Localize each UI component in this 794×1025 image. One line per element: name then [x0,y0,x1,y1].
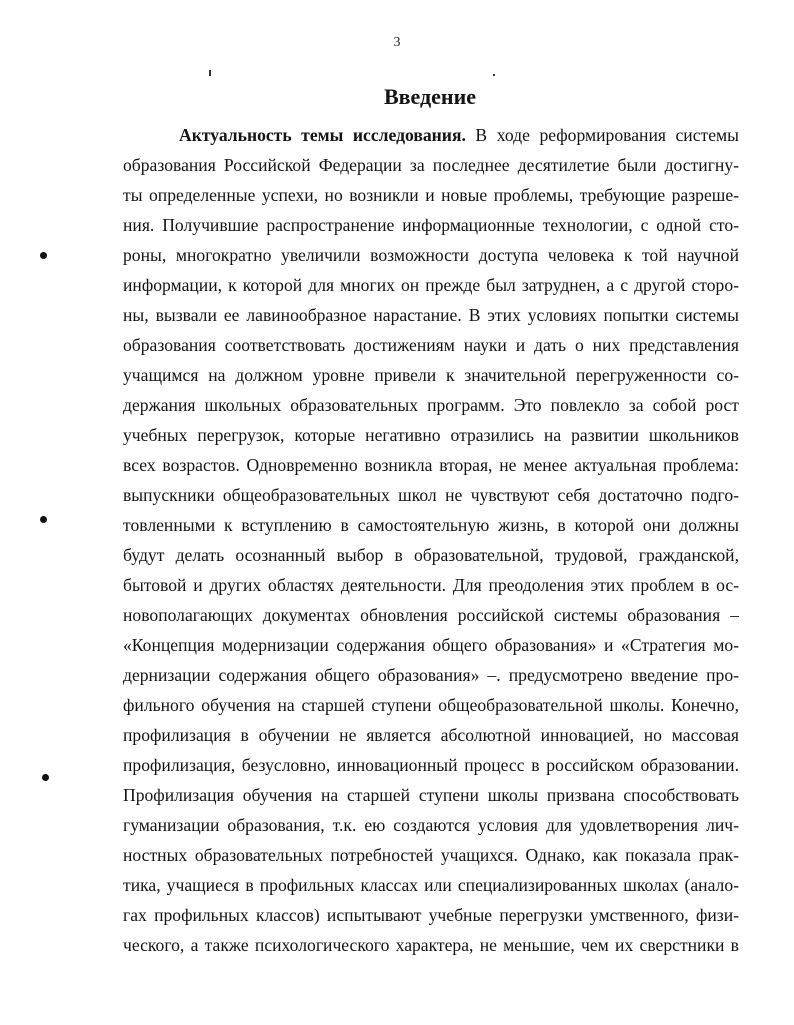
text-line: учебных перегрузок, которые негативно отразились на развитии школьников [123,425,739,445]
binder-hole-mark [40,516,47,523]
text-line: роны, многократно увеличили возможности доступа человека к той научной [123,245,739,265]
binder-hole-mark [40,252,47,259]
text-line: тика, учащиеся в профильных классах или специализированных школах (анало- [123,875,739,895]
text-line: образования Российской Федерации за последнее десятилетие были достигну- [123,155,739,175]
text-line: профилизация в обучении не является абсолютной инновацией, но массовая [123,725,739,745]
text-line-content: В ходе реформирования системы [465,125,739,145]
text-line: информации, к которой для многих он прежде был затруднен, а с другой сторо- [123,275,739,295]
text-line: профилизация, безусловно, инновационный процесс в российском образовании. [123,755,739,775]
scan-speck [209,70,211,76]
text-line: новополагающих документах обновления российской системы образования – [123,605,739,625]
text-line: фильного обучения на старшей ступени общеобразовательной школы. Конечно, [123,695,739,715]
text-line: Профилизация обучения на старшей ступени школы призвана способствовать [123,785,739,805]
text-line: ты определенные успехи, но возникли и новые проблемы, требующие разреше- [123,185,739,205]
scan-speck [493,74,495,76]
text-line: ческого, а также психологического характера, не меньшие, чем их сверстники в [123,935,739,955]
text-line: всех возрастов. Одновременно возникла вторая, не менее актуальная проблема: [123,455,739,475]
text-line: гах профильных классов) испытывают учебные перегрузки умственного, физи- [123,905,739,925]
text-line: ны, вызвали ее лавинообразное нарастание. В этих условиях попытки системы [123,305,739,325]
binder-hole-mark [42,774,49,781]
text-line: образования соответствовать достижениям науки и дать о них представления [123,335,739,355]
text-line [123,120,739,150]
page-number: 3 [393,35,401,50]
text-line: держания школьных образовательных программ. Это повлекло за собой рост [123,395,739,415]
text-line: «Концепция модернизации содержания общего образования» и «Стратегия мо- [123,635,739,655]
text-line: ния. Получившие распространение информационные технологии, с одной сто- [123,215,739,235]
text-line: ностных образовательных потребностей учащихся. Однако, как показала прак- [123,845,739,865]
text-line: дернизации содержания общего образования» –. предусмотрено введение про- [123,665,739,685]
body-text [123,120,739,960]
text-line: бытовой и других областях деятельности. Для преодоления этих проблем в ос- [123,575,739,595]
text-line: гуманизации образования, т.к. ею создаются условия для удовлетворения лич- [123,815,739,835]
text-line: выпускники общеобразовательных школ не чувствуют себя достаточно подго- [123,485,739,505]
page-title: Введение [383,84,477,109]
text-line: учащимся на должном уровне привели к значительной перегруженности со- [123,365,739,385]
lead-heading: Актуальность темы исследования. [179,125,466,145]
text-line: будут делать осознанный выбор в образовательной, трудовой, гражданской, [123,545,739,565]
text-line: товленными к вступлению в самостоятельную жизнь, в которой они должны [123,515,739,535]
